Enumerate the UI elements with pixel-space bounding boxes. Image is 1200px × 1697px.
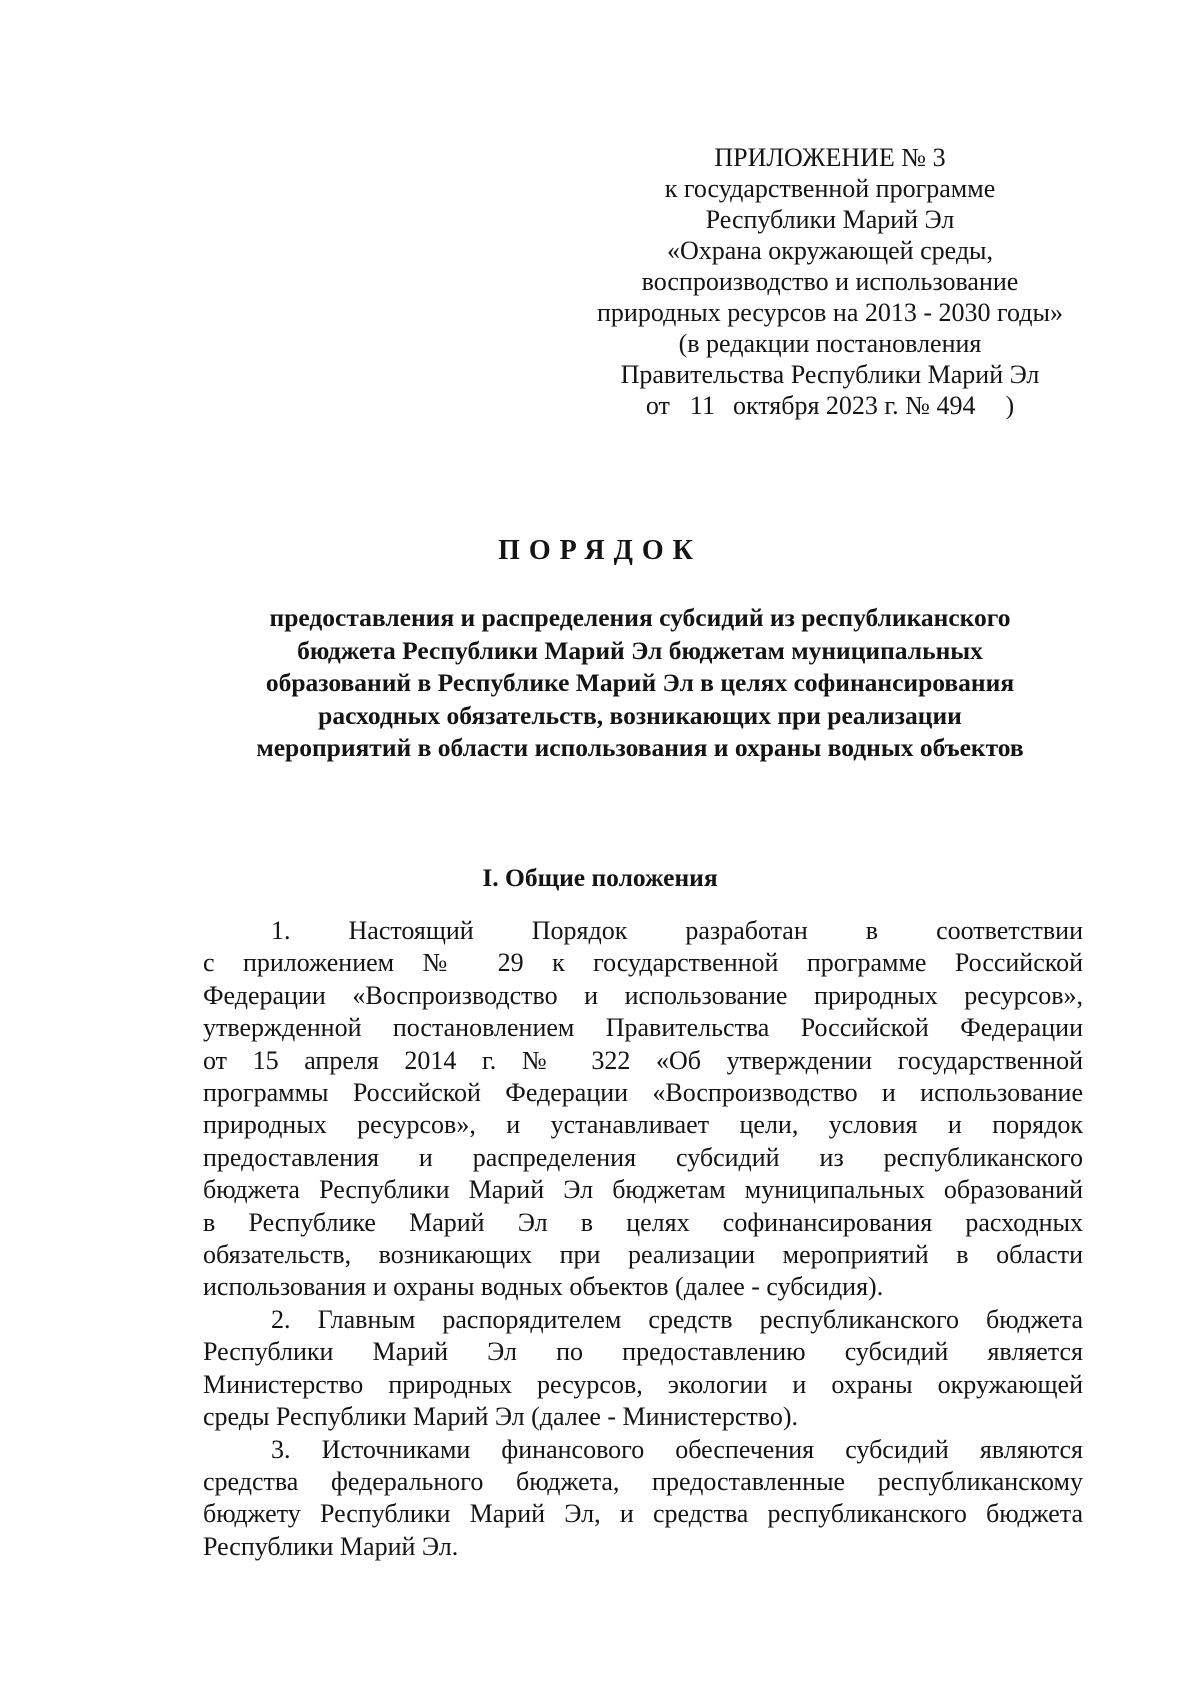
subtitle-line: мероприятий в области использования и охраны водных объектов <box>256 733 1024 762</box>
paragraph-line: в Республике Марий Эл в целях софинансирования расходных <box>203 1207 1083 1237</box>
paragraph-2 <box>203 1304 1083 1434</box>
paragraph-1 <box>203 915 1083 1304</box>
appendix-date-line <box>560 390 1100 421</box>
paragraph-line: программы Российской Федерации «Воспроизводство и использование <box>203 1078 1083 1108</box>
paragraph-line: с приложением № 29 к государственной программе Российской <box>203 948 1083 978</box>
paragraph-line: бюджету Республики Марий Эл, и средства республиканского бюджета <box>203 1499 1083 1529</box>
subtitle-line: расходных обязательств, возникающих при реализации <box>318 700 962 730</box>
appendix-line: «Охрана окружающей среды, <box>666 236 994 265</box>
date-suffix: ) <box>1005 391 1015 420</box>
appendix-line: Республики Марий Эл <box>705 205 955 234</box>
paragraph-line: 1. Настоящий Порядок разработан в соответствии <box>271 916 1083 945</box>
date-prefix: от <box>645 391 670 420</box>
appendix-line: воспроизводство и использование <box>641 267 1019 296</box>
appendix-line: природных ресурсов на 2013 - 2030 годы» <box>597 298 1063 327</box>
appendix-line: (в редакции постановления <box>678 329 982 358</box>
paragraph-line: Министерство природных ресурсов, экологии и охраны окружающей <box>203 1369 1083 1399</box>
appendix-line: ПРИЛОЖЕНИЕ № 3 <box>714 143 946 172</box>
paragraph-line: 2. Главным распорядителем средств республиканского бюджета <box>271 1304 1083 1334</box>
paragraph-line: Республики Марий Эл по предоставлению субсидий является <box>203 1337 1083 1367</box>
subtitle-line: бюджета Республики Марий Эл бюджетам муниципальных <box>297 635 983 665</box>
paragraph-line: Республики Марий Эл. <box>203 1531 459 1561</box>
paragraph-line: обязательств, возникающих при реализации мероприятий в области <box>203 1240 1083 1270</box>
appendix-line: Правительства Республики Марий Эл <box>620 360 1040 389</box>
paragraph-line: предоставления и распределения субсидий из республиканского <box>203 1142 1083 1172</box>
section-heading: I. Общие положения <box>482 863 718 892</box>
subtitle-line: образований в Республике Марий Эл в целях софинансирования <box>265 668 1015 697</box>
appendix-block <box>560 142 1100 421</box>
paragraph-line: от 15 апреля 2014 г. № 322 «Об утверждении государственной <box>203 1045 1083 1075</box>
paragraph-line: утвержденной постановлением Правительства Российской Федерации <box>203 1013 1083 1043</box>
paragraph-line: среды Республики Марий Эл (далее - Министерство). <box>203 1402 798 1432</box>
appendix-line: к государственной программе <box>664 174 996 203</box>
paragraph-line: Федерации «Воспроизводство и использование природных ресурсов», <box>203 980 1083 1010</box>
paragraph-line: использования и охраны водных объектов (далее - субсидия). <box>203 1272 884 1302</box>
date-month-year: октября 2023 г. <box>732 391 899 420</box>
paragraph-line: 3. Источниками финансового обеспечения субсидий являются <box>271 1434 1083 1464</box>
document-title: ПОРЯДОК <box>498 535 702 566</box>
document-subtitle <box>200 602 1080 765</box>
paragraph-line: средства федерального бюджета, предоставленные республиканскому <box>203 1466 1083 1496</box>
paragraph-3 <box>203 1434 1083 1564</box>
body-text <box>203 915 1083 1563</box>
subtitle-line: предоставления и распределения субсидий из республиканского <box>269 603 1011 632</box>
date-day: 11 <box>689 391 715 420</box>
paragraph-line: природных ресурсов», и устанавливает цели, условия и порядок <box>203 1110 1083 1140</box>
paragraph-line: бюджета Республики Марий Эл бюджетам муниципальных образований <box>203 1175 1083 1205</box>
resolution-number: № 494 <box>905 391 976 420</box>
